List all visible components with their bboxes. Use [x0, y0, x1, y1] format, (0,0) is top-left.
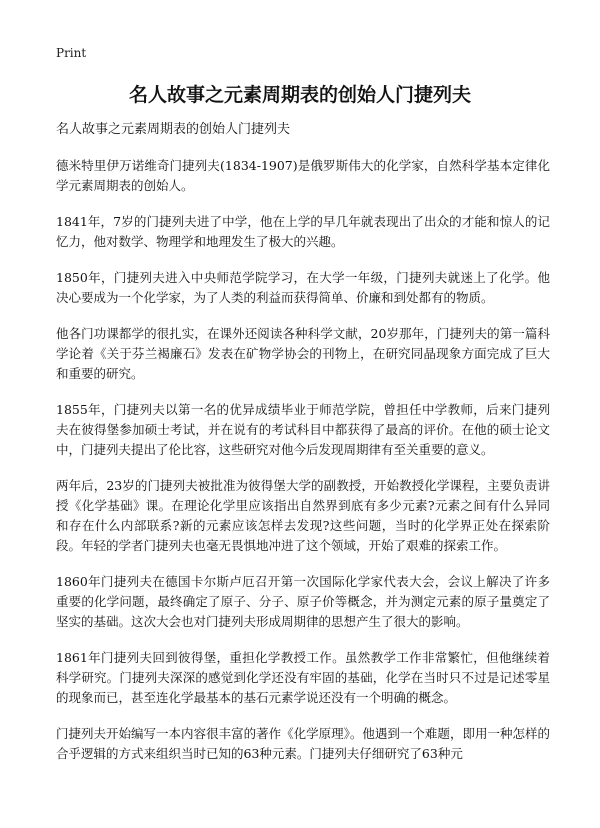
paragraph-6: 两年后，23岁的门捷列夫被批准为彼得堡大学的副教授，开始教授化学课程，主要负责讲授《化学基础》课。在理论化学里应该指出自然界到底有多少元素?元素之间有什么异同和存在什么内部联系?新的元素应该怎样去发现?这些问题，当时的化学界正处在探索阶段。年轻的学者门捷列夫也毫无畏惧地冲进了这个领域，开始了艰难的探索工作。 [56, 478, 550, 553]
paragraph-1: 德米特里伊万诺维奇门捷列夫(1834-1907)是俄罗斯伟大的化学家，自然科学基本定律化学元素周期表的创始人。 [56, 158, 550, 193]
paragraph-5: 1855年，门捷列夫以第一名的优异成绩毕业于师范学院，曾担任中学教师，后来门捷列夫在彼得堡参加硕士考试，并在说有的考试科目中都获得了最高的评价。在他的硕士论文中，门捷列夫提出了伦比容，这些研究对他今后发现周期律有至关重要的意义。 [56, 402, 550, 457]
paragraph-4: 他各门功课都学的很扎实，在课外还阅读各种科学文献，20岁那年，门捷列夫的第一篇科学论着《关于芬兰褐廉石》发表在矿物学协会的刊物上，在研究同晶现象方面完成了巨大和重要的研究。 [56, 326, 550, 381]
article-subtitle: 名人故事之元素周期表的创始人门捷列夫 [56, 122, 291, 137]
print-link[interactable]: Print [56, 46, 87, 60]
page-title: 名人故事之元素周期表的创始人门捷列夫 [128, 84, 471, 106]
paragraph-3: 1850年，门捷列夫进入中央师范学院学习，在大学一年级，门捷列夫就迷上了化学。他决心要成为一个化学家，为了人类的利益而获得简单、价廉和到处都有的物质。 [56, 270, 550, 305]
paragraph-2: 1841年，7岁的门捷列夫进了中学，他在上学的早几年就表现出了出众的才能和惊人的记忆力，他对数学、物理学和地理发生了极大的兴趣。 [56, 214, 550, 249]
article-body [56, 120, 550, 780]
paragraph-7: 1860年门捷列夫在德国卡尔斯卢厄召开第一次国际化学家代表大会，会议上解决了许多重要的化学问题，最终确定了原子、分子、原子价等概念，并为测定元素的原子量奠定了坚实的基础。这次大会也对门捷列夫形成周期律的思想产生了很大的影响。 [56, 574, 550, 629]
paragraph-9: 门捷列夫开始编写一本内容很丰富的著作《化学原理》。他遇到一个难题，即用一种怎样的合乎逻辑的方式来组织当时已知的63种元素。门捷列夫仔细研究了63种元 [56, 726, 550, 761]
paragraph-8: 1861年门捷列夫回到彼得堡，重担化学教授工作。虽然教学工作非常繁忙，但他继续着科学研究。门捷列夫深深的感觉到化学还没有牢固的基础，化学在当时只不过是记述零星的现象而已，甚至连化学最基本的基石元素学说还没有一个明确的概念。 [56, 650, 550, 705]
